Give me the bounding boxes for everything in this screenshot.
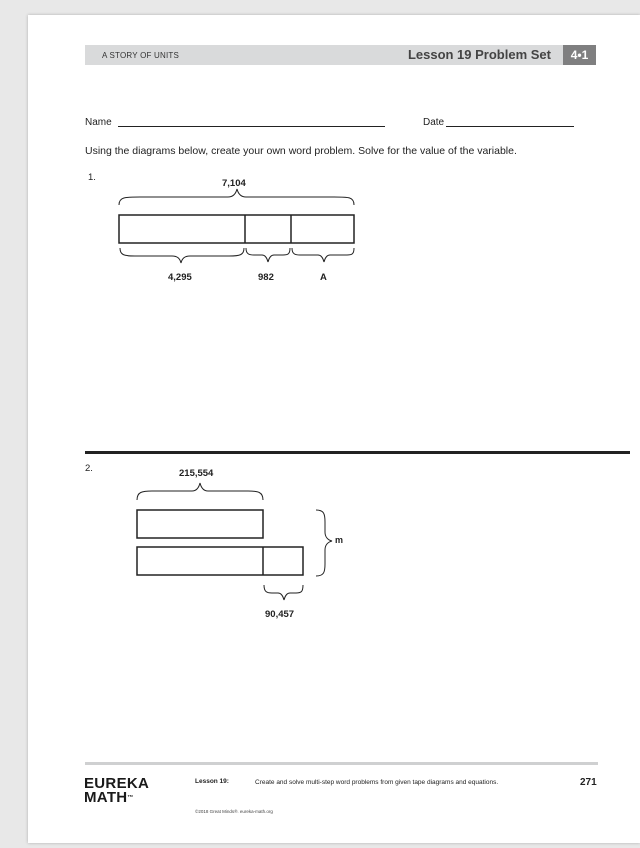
problem-2-top-brace bbox=[137, 483, 263, 500]
name-label: Name bbox=[85, 117, 112, 128]
page-number: 271 bbox=[580, 777, 597, 788]
grade-module-badge: 4•1 bbox=[563, 45, 596, 65]
problem-2-bottom-tape bbox=[137, 547, 303, 575]
problem-1-part-a-brace bbox=[120, 248, 244, 263]
eureka-math-logo bbox=[84, 777, 149, 805]
problem-1-variable-brace bbox=[292, 248, 354, 262]
date-label: Date bbox=[423, 117, 445, 128]
problem-1-tape bbox=[119, 215, 354, 243]
lesson-title: Lesson 19 Problem Set bbox=[407, 47, 551, 62]
problem-2-variable-brace bbox=[316, 510, 332, 576]
problem-1-number: 1. bbox=[88, 172, 96, 183]
problem-divider bbox=[85, 451, 630, 454]
problem-1-part-b-label: 982 bbox=[258, 272, 274, 283]
problem-1-total-label: 7,104 bbox=[222, 178, 246, 189]
problem-1-total-brace bbox=[119, 189, 354, 205]
brand-trademark: ™ bbox=[127, 795, 134, 801]
footer-description: Create and solve multi-step word problems from given tape diagrams and equations. bbox=[255, 779, 499, 786]
brand-line-1: EUREKA bbox=[84, 775, 150, 792]
problem-2-top-tape bbox=[137, 510, 263, 538]
problem-2-variable-label: m bbox=[335, 535, 344, 545]
footer-lesson: Lesson 19: bbox=[195, 778, 229, 785]
series-title: A STORY OF UNITS bbox=[102, 51, 179, 60]
problem-2-difference-brace bbox=[264, 585, 303, 600]
problem-1-part-a-label: 4,295 bbox=[168, 272, 192, 283]
problem-2-top-value-label: 215,554 bbox=[179, 468, 214, 479]
footer-rule bbox=[85, 762, 598, 765]
brand-line-2: MATH bbox=[84, 789, 128, 806]
instructions: Using the diagrams below, create your own word problem. Solve for the value of the variable. bbox=[85, 145, 517, 157]
footer-copyright: ©2018 Great Minds®. eureka-math.org bbox=[195, 809, 273, 814]
problem-2-number: 2. bbox=[85, 463, 93, 474]
problem-2-difference-label: 90,457 bbox=[265, 609, 295, 620]
problem-1-variable-label: A bbox=[320, 272, 327, 283]
problem-1-part-b-brace bbox=[246, 248, 290, 262]
